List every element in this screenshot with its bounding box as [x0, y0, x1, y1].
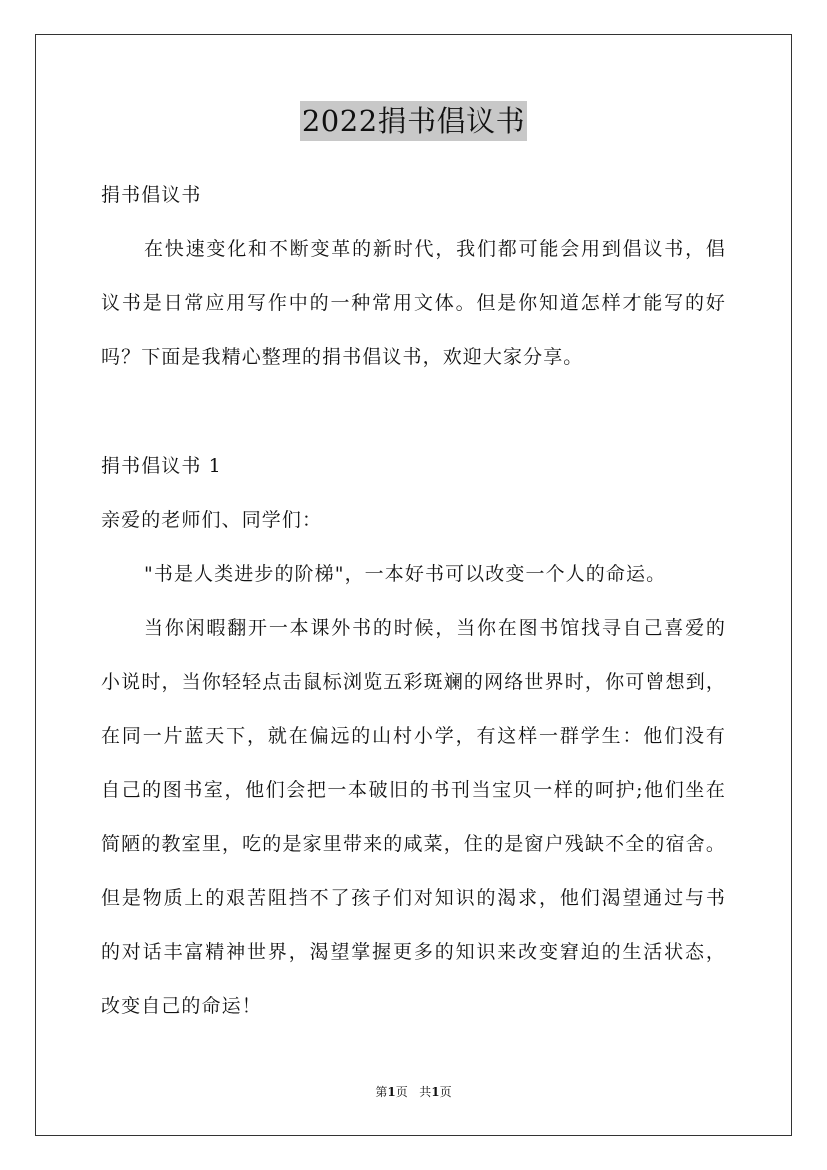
- footer-page-prefix: 第: [375, 1085, 388, 1099]
- paragraph-line: 小说时，当你轻轻点击鼠标浏览五彩斑斓的网络世界时，你可曾想到，: [101, 671, 726, 693]
- footer-total-number: 1: [431, 1085, 440, 1099]
- paragraph-line: 自己的图书室，他们会把一本破旧的书刊当宝贝一样的呵护;他们坐在: [101, 779, 726, 801]
- paragraph-line: 改变自己的命运！: [101, 995, 262, 1017]
- paragraph-line: 的对话丰富精神世界，渴望掌握更多的知识来改变窘迫的生活状态，: [101, 941, 726, 963]
- quote-line: "书是人类进步的阶梯"，一本好书可以改变一个人的命运。: [144, 563, 667, 585]
- salutation: 亲爱的老师们、同学们：: [101, 509, 323, 531]
- footer-page-number: 1: [387, 1085, 396, 1099]
- footer-total-prefix: 共: [419, 1085, 432, 1099]
- section-heading: 捐书倡议书: [101, 184, 202, 206]
- paragraph-line: 在同一片蓝天下，就在偏远的山村小学，有这样一群学生：他们没有: [101, 725, 726, 747]
- footer-total-suffix: 页: [439, 1085, 452, 1099]
- paragraph-line: 在快速变化和不断变革的新时代，我们都可能会用到倡议书，倡: [144, 238, 726, 260]
- paragraph-line: 简陋的教室里，吃的是家里带来的咸菜，住的是窗户残缺不全的宿舍。: [101, 833, 726, 855]
- footer-page-suffix: 页: [395, 1085, 408, 1099]
- page-footer: [0, 1084, 827, 1100]
- paragraph-line: 当你闲暇翻开一本课外书的时候，当你在图书馆找寻自己喜爱的: [144, 617, 726, 639]
- subsection-heading: 捐书倡议书 1: [101, 455, 222, 477]
- document-title: 2022捐书倡议书: [300, 101, 527, 141]
- title-container: [0, 101, 827, 141]
- paragraph-line: 议书是日常应用写作中的一种常用文体。但是你知道怎样才能写的好: [101, 292, 726, 314]
- paragraph-line: 吗？下面是我精心整理的捐书倡议书，欢迎大家分享。: [101, 346, 584, 368]
- paragraph-line: 但是物质上的艰苦阻挡不了孩子们对知识的渴求，他们渴望通过与书: [101, 887, 726, 909]
